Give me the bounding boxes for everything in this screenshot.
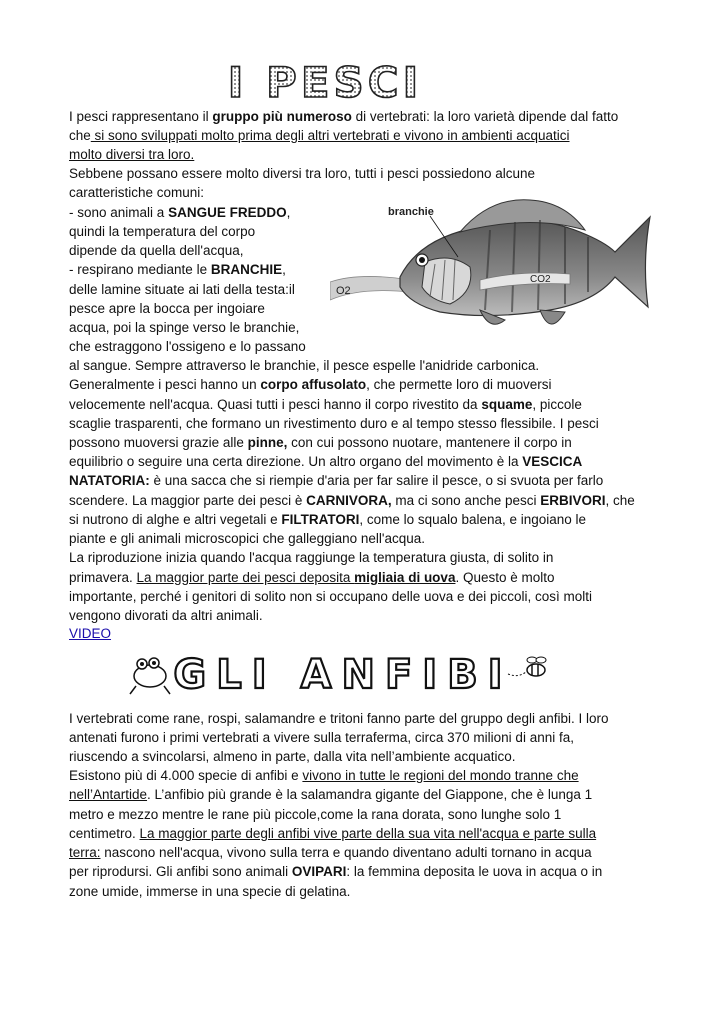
- label-o2: O2: [336, 285, 351, 297]
- pesci-line: - sono animali a SANGUE FREDDO,: [69, 205, 291, 220]
- pesci-line: scendere. La maggior parte dei pesci è CARNIVORA, ma ci sono anche pesci ERBIVORI, che: [69, 493, 635, 508]
- anfibi-line: riuscendo a svincolarsi, almeno in parte, dalla vita nell’ambiente acquatico.: [69, 749, 516, 764]
- pesci-line: che si sono sviluppati molto prima degli altri vertebrati e vivono in ambienti acquatici: [69, 128, 570, 143]
- pesci-line: - respirano mediante le BRANCHIE,: [69, 262, 286, 277]
- pesci-line: scaglie trasparenti, che formano un rivestimento duro e al tempo stesso flessibile. I pesci: [69, 416, 599, 431]
- fish-illustration: [330, 192, 660, 352]
- pesci-line: primavera. La maggior parte dei pesci deposita migliaia di uova. Questo è molto: [69, 570, 555, 585]
- bee-icon: [508, 657, 546, 676]
- pesci-line: al sangue. Sempre attraverso le branchie, il pesce espelle l'anidride carbonica.: [69, 358, 540, 373]
- pesci-line: possono muoversi grazie alle pinne, con cui possono nuotare, mantenere il corpo in: [69, 435, 572, 450]
- anfibi-line: centimetro. La maggior parte degli anfibi vive parte della sua vita nell'acqua e parte sulla: [69, 826, 597, 841]
- pesci-line: Sebbene possano essere molto diversi tra loro, tutti i pesci possiedono alcune: [69, 166, 536, 181]
- svg-text:GLI ANFIBI: GLI ANFIBI: [173, 652, 513, 698]
- anfibi-line: terra: nascono nell'acqua, vivono sulla terra e quando diventano adulti tornano in acqua: [69, 845, 592, 860]
- anfibi-line: antenati furono i primi vertebrati a vivere sulla terraferma, circa 370 milioni di anni fa,: [69, 730, 574, 745]
- anfibi-line: zone umide, immerse in una specie di gelatina.: [69, 884, 351, 899]
- svg-text:I PESCI: I PESCI: [227, 62, 423, 102]
- pesci-line: delle lamine situate ai lati della testa:il: [69, 282, 295, 297]
- pesci-line: acqua, poi la spinge verso le branchie,: [69, 320, 300, 335]
- pesci-line: La riproduzione inizia quando l'acqua raggiunge la temperatura giusta, di solito in: [69, 550, 554, 565]
- pesci-line: si nutrono di alghe e altri vegetali e FILTRATORI, come lo squalo balena, e ingoiano le: [69, 512, 587, 527]
- pesci-line: Generalmente i pesci hanno un corpo affusolato, che permette loro di muoversi: [69, 377, 552, 392]
- title-pesci: [225, 62, 425, 102]
- pesci-line: piante e gli animali microscopici che galleggiano nell'acqua.: [69, 531, 426, 546]
- frog-icon: [130, 658, 170, 694]
- title-anfibi: [128, 648, 558, 698]
- anfibi-line: I vertebrati come rane, rospi, salamandre e tritoni fanno parte del gruppo degli anfibi. I loro: [69, 711, 609, 726]
- anfibi-line: nell’Antartide. L’anfibio più grande è la salamandra gigante del Giappone, che è lunga 1: [69, 787, 593, 802]
- pesci-line: pesce apre la bocca per ingoiare: [69, 301, 265, 316]
- anfibi-line: metro e mezzo mentre le rane più piccole,come la rana dorata, sono lunghe solo 1: [69, 807, 562, 822]
- anfibi-line: Esistono più di 4.000 specie di anfibi e vivono in tutte le regioni del mondo tranne che: [69, 768, 579, 783]
- label-branchie: branchie: [388, 206, 434, 218]
- pesci-line: dipende da quella dell'acqua,: [69, 243, 244, 258]
- video-link[interactable]: VIDEO: [69, 626, 112, 641]
- pesci-line: importante, perché i genitori di solito non si occupano delle uova e dei piccoli, così molti: [69, 589, 593, 604]
- pesci-line: quindi la temperatura del corpo: [69, 224, 256, 239]
- anfibi-line: per riprodursi. Gli anfibi sono animali OVIPARI: la femmina deposita le uova in acqua o in: [69, 864, 603, 879]
- pesci-line: velocemente nell'acqua. Quasi tutti i pesci hanno il corpo rivestito da squame, piccole: [69, 397, 582, 412]
- pesci-line: I pesci rappresentano il gruppo più numeroso di vertebrati: la loro varietà dipende dal fatto: [69, 109, 619, 124]
- pesci-line: molto diversi tra loro.: [69, 147, 195, 162]
- pesci-line: vengono divorati da altri animali.: [69, 608, 263, 623]
- label-co2: CO2: [530, 274, 551, 285]
- pesci-line: caratteristiche comuni:: [69, 185, 205, 200]
- pesci-line: che estraggono l'ossigeno e lo passano: [69, 339, 306, 354]
- pesci-line: NATATORIA: è una sacca che si riempie d'aria per far salire il pesce, o si svuota per farlo: [69, 473, 604, 488]
- pesci-line: equilibrio o seguire una certa direzione. Un altro organo del movimento è la VESCICA: [69, 454, 583, 469]
